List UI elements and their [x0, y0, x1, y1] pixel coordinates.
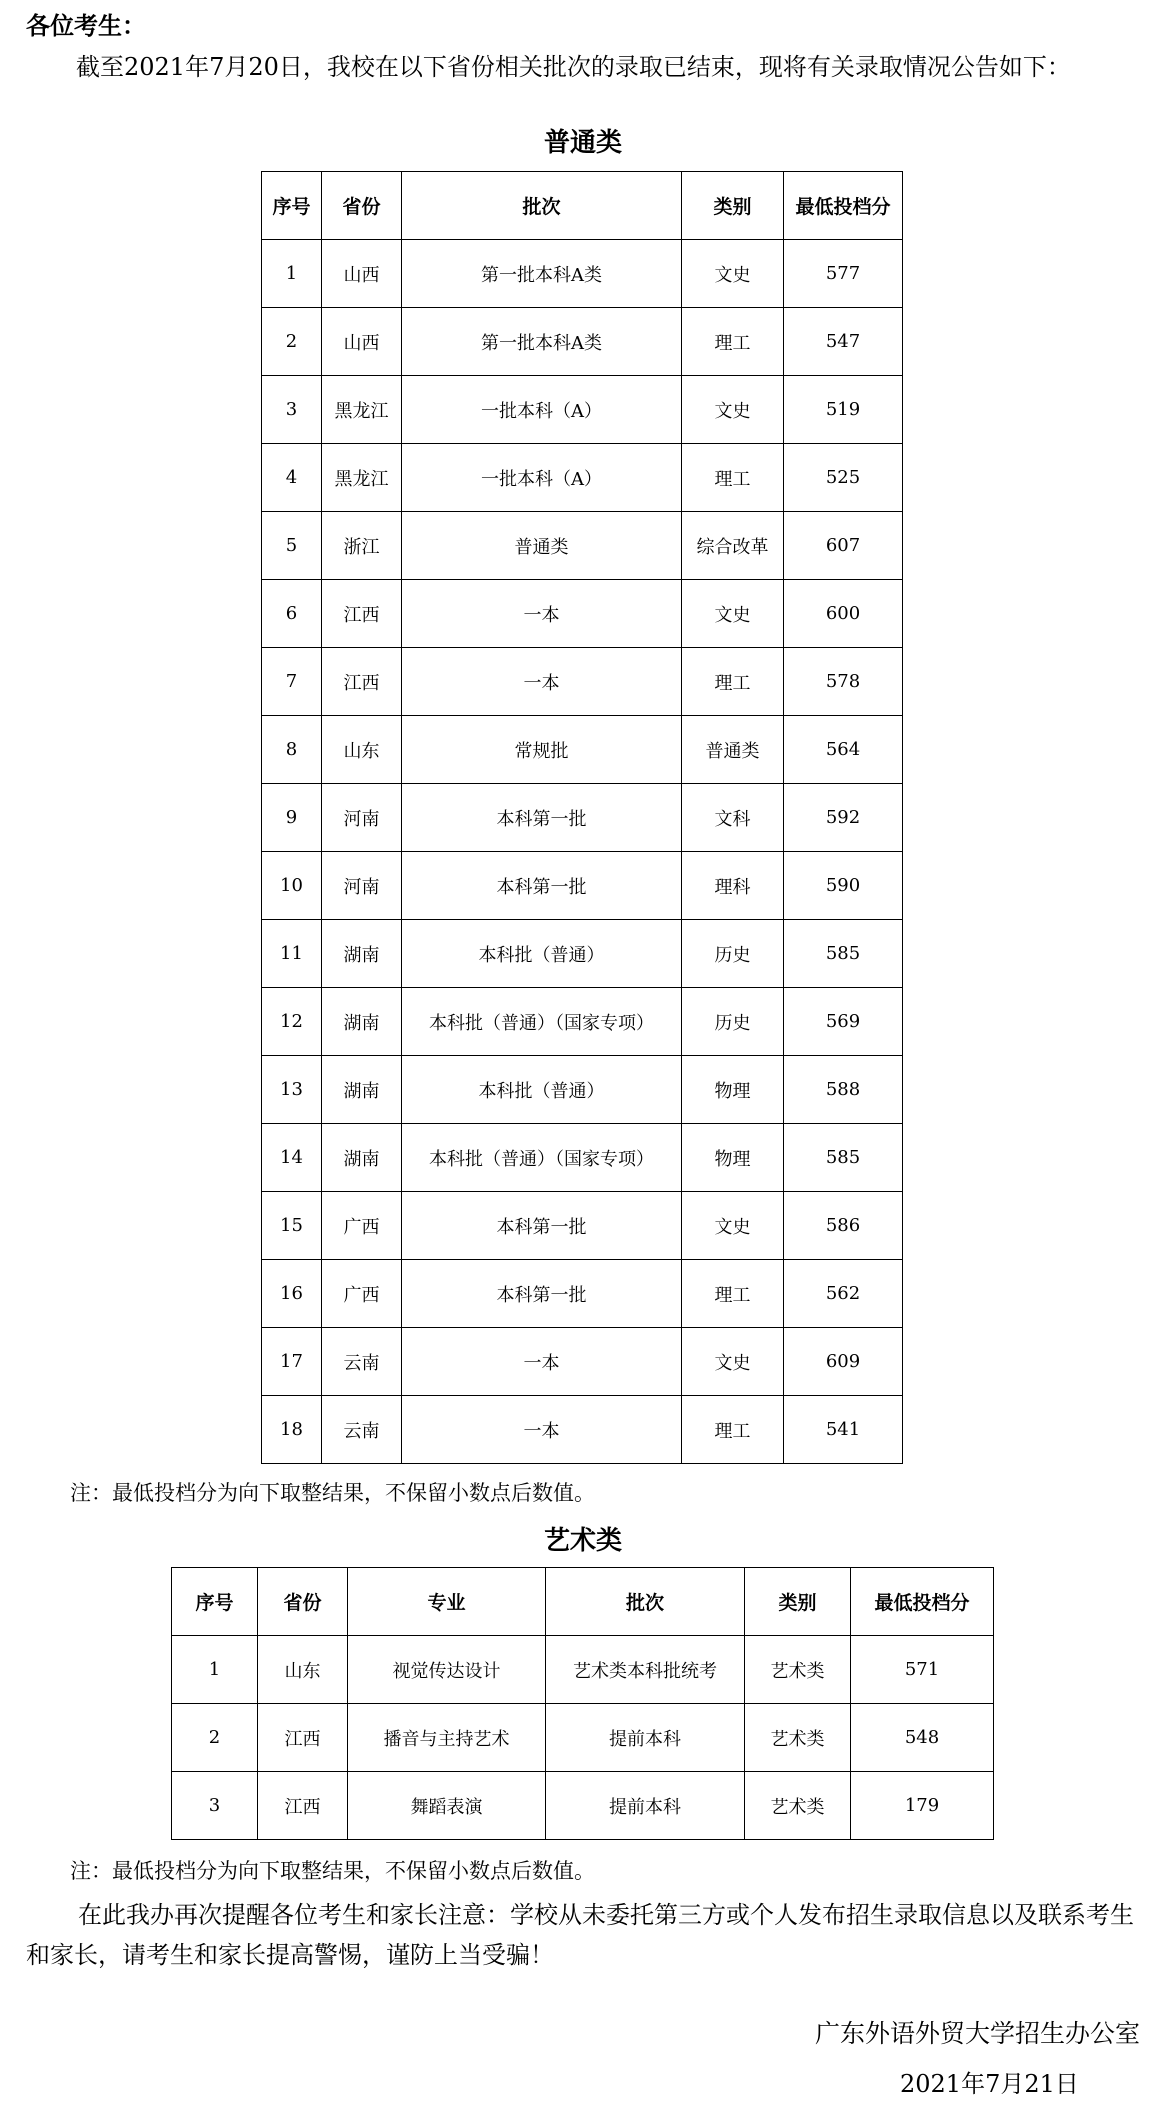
- table-cell: 本科批（普通）: [402, 1056, 682, 1124]
- table-row: [262, 308, 903, 376]
- table-cell: 13: [262, 1056, 322, 1124]
- table-cell: 3: [172, 1772, 258, 1840]
- table-cell: 607: [784, 512, 903, 580]
- table-row: [262, 1260, 903, 1328]
- table-cell: 一本: [402, 1396, 682, 1464]
- table-cell: 云南: [322, 1328, 402, 1396]
- table-row: [172, 1772, 994, 1840]
- table-row: [262, 376, 903, 444]
- table-cell: 第一批本科A类: [402, 308, 682, 376]
- table-cell: 提前本科: [546, 1772, 745, 1840]
- table-cell: 艺术类: [745, 1772, 851, 1840]
- table-cell: 浙江: [322, 512, 402, 580]
- table-cell: 黑龙江: [322, 376, 402, 444]
- table-cell: 提前本科: [546, 1704, 745, 1772]
- table-cell: 艺术类: [745, 1636, 851, 1704]
- general-note: 注：最低投档分为向下取整结果，不保留小数点后数值。: [70, 1481, 595, 1505]
- table-row: [262, 852, 903, 920]
- table-cell: 本科第一批: [402, 784, 682, 852]
- table-cell: 592: [784, 784, 903, 852]
- table-cell: 物理: [682, 1056, 784, 1124]
- table-cell: 一本: [402, 580, 682, 648]
- general-section-title: 普通类: [543, 128, 622, 158]
- header-cell: 最低投档分: [851, 1568, 994, 1636]
- table-cell: 585: [784, 920, 903, 988]
- table-cell: 11: [262, 920, 322, 988]
- table-cell: 理工: [682, 648, 784, 716]
- greeting: 各位考生：: [26, 11, 146, 40]
- intro-paragraph: 截至2021年7月20日，我校在以下省份相关批次的录取已结束，现将有关录取情况公告如下：: [76, 53, 1071, 81]
- table-cell: 本科第一批: [402, 1192, 682, 1260]
- table-cell: 湖南: [322, 1056, 402, 1124]
- table-cell: 1: [262, 240, 322, 308]
- table-cell: 本科批（普通）（国家专项）: [402, 1124, 682, 1192]
- table-cell: 577: [784, 240, 903, 308]
- table-cell: 7: [262, 648, 322, 716]
- table-cell: 黑龙江: [322, 444, 402, 512]
- table-row: [172, 1636, 994, 1704]
- table-cell: 文史: [682, 580, 784, 648]
- table-row: [262, 512, 903, 580]
- signature-date: 2021年7月21日: [900, 2070, 1079, 2098]
- table-cell: 9: [262, 784, 322, 852]
- table-cell: 本科第一批: [402, 852, 682, 920]
- table-cell: 519: [784, 376, 903, 444]
- table-row: [262, 580, 903, 648]
- table-cell: 一批本科（A）: [402, 376, 682, 444]
- table-cell: 江西: [258, 1772, 348, 1840]
- table-row: [262, 988, 903, 1056]
- table-cell: 525: [784, 444, 903, 512]
- header-cell: 省份: [322, 172, 402, 240]
- table-row: [262, 1396, 903, 1464]
- header-cell: 省份: [258, 1568, 348, 1636]
- table-cell: 6: [262, 580, 322, 648]
- table-cell: 609: [784, 1328, 903, 1396]
- signature: 广东外语外贸大学招生办公室: [814, 2019, 1140, 2048]
- table-cell: 综合改革: [682, 512, 784, 580]
- table-cell: 理工: [682, 1260, 784, 1328]
- table-row: [262, 240, 903, 308]
- table-cell: 历史: [682, 988, 784, 1056]
- table-cell: 14: [262, 1124, 322, 1192]
- header-cell: 序号: [262, 172, 322, 240]
- table-cell: 569: [784, 988, 903, 1056]
- table-header-row: [262, 172, 903, 240]
- table-cell: 河南: [322, 852, 402, 920]
- table-cell: 571: [851, 1636, 994, 1704]
- table-cell: 一批本科（A）: [402, 444, 682, 512]
- header-cell: 批次: [546, 1568, 745, 1636]
- table-cell: 文史: [682, 1192, 784, 1260]
- table-cell: 578: [784, 648, 903, 716]
- table-row: [262, 1192, 903, 1260]
- table-header-row: [172, 1568, 994, 1636]
- table-cell: 舞蹈表演: [348, 1772, 546, 1840]
- table-cell: 视觉传达设计: [348, 1636, 546, 1704]
- table-row: [262, 1124, 903, 1192]
- art-table-body: [172, 1636, 994, 1840]
- table-cell: 理工: [682, 308, 784, 376]
- table-cell: 广西: [322, 1192, 402, 1260]
- header-cell: 最低投档分: [784, 172, 903, 240]
- table-row: [262, 716, 903, 784]
- header-cell: 序号: [172, 1568, 258, 1636]
- table-cell: 4: [262, 444, 322, 512]
- table-row: [262, 784, 903, 852]
- general-admission-table: [261, 171, 903, 1464]
- table-cell: 548: [851, 1704, 994, 1772]
- table-cell: 562: [784, 1260, 903, 1328]
- table-cell: 物理: [682, 1124, 784, 1192]
- table-cell: 564: [784, 716, 903, 784]
- table-row: [262, 648, 903, 716]
- table-cell: 艺术类本科批统考: [546, 1636, 745, 1704]
- table-cell: 河南: [322, 784, 402, 852]
- table-cell: 江西: [322, 648, 402, 716]
- table-cell: 普通类: [682, 716, 784, 784]
- art-admission-table: [171, 1567, 994, 1840]
- table-cell: 179: [851, 1772, 994, 1840]
- table-cell: 600: [784, 580, 903, 648]
- table-cell: 山西: [322, 308, 402, 376]
- table-cell: 山东: [322, 716, 402, 784]
- table-cell: 理科: [682, 852, 784, 920]
- table-cell: 588: [784, 1056, 903, 1124]
- table-cell: 本科批（普通）: [402, 920, 682, 988]
- table-cell: 第一批本科A类: [402, 240, 682, 308]
- table-cell: 本科第一批: [402, 1260, 682, 1328]
- warning-paragraph: 在此我办再次提醒各位考生和家长注意：学校从未委托第三方或个人发布招生录取信息以及联系考生和家长，请考生和家长提高警惕，谨防上当受骗！: [26, 1901, 1134, 1969]
- table-cell: 15: [262, 1192, 322, 1260]
- table-cell: 2: [172, 1704, 258, 1772]
- table-cell: 文史: [682, 240, 784, 308]
- art-section-title: 艺术类: [543, 1526, 622, 1556]
- table-cell: 547: [784, 308, 903, 376]
- table-row: [172, 1704, 994, 1772]
- table-cell: 理工: [682, 444, 784, 512]
- table-cell: 历史: [682, 920, 784, 988]
- table-cell: 585: [784, 1124, 903, 1192]
- table-cell: 文史: [682, 1328, 784, 1396]
- table-cell: 17: [262, 1328, 322, 1396]
- table-cell: 云南: [322, 1396, 402, 1464]
- table-cell: 文史: [682, 376, 784, 444]
- table-cell: 江西: [322, 580, 402, 648]
- table-cell: 一本: [402, 648, 682, 716]
- table-cell: 文科: [682, 784, 784, 852]
- table-cell: 常规批: [402, 716, 682, 784]
- table-cell: 湖南: [322, 920, 402, 988]
- table-cell: 湖南: [322, 988, 402, 1056]
- table-cell: 590: [784, 852, 903, 920]
- table-cell: 3: [262, 376, 322, 444]
- table-row: [262, 444, 903, 512]
- table-cell: 理工: [682, 1396, 784, 1464]
- header-cell: 专业: [348, 1568, 546, 1636]
- art-note: 注：最低投档分为向下取整结果，不保留小数点后数值。: [70, 1859, 595, 1883]
- table-cell: 山西: [322, 240, 402, 308]
- header-cell: 类别: [682, 172, 784, 240]
- table-cell: 艺术类: [745, 1704, 851, 1772]
- table-cell: 广西: [322, 1260, 402, 1328]
- table-cell: 541: [784, 1396, 903, 1464]
- table-cell: 12: [262, 988, 322, 1056]
- table-cell: 16: [262, 1260, 322, 1328]
- table-row: [262, 1328, 903, 1396]
- table-cell: 1: [172, 1636, 258, 1704]
- table-row: [262, 1056, 903, 1124]
- table-cell: 江西: [258, 1704, 348, 1772]
- table-cell: 湖南: [322, 1124, 402, 1192]
- header-cell: 批次: [402, 172, 682, 240]
- table-cell: 10: [262, 852, 322, 920]
- table-cell: 本科批（普通）（国家专项）: [402, 988, 682, 1056]
- table-cell: 山东: [258, 1636, 348, 1704]
- table-cell: 2: [262, 308, 322, 376]
- table-cell: 5: [262, 512, 322, 580]
- table-cell: 普通类: [402, 512, 682, 580]
- table-cell: 一本: [402, 1328, 682, 1396]
- table-row: [262, 920, 903, 988]
- table-cell: 8: [262, 716, 322, 784]
- table-cell: 播音与主持艺术: [348, 1704, 546, 1772]
- general-table-body: [262, 240, 903, 1464]
- table-cell: 586: [784, 1192, 903, 1260]
- header-cell: 类别: [745, 1568, 851, 1636]
- table-cell: 18: [262, 1396, 322, 1464]
